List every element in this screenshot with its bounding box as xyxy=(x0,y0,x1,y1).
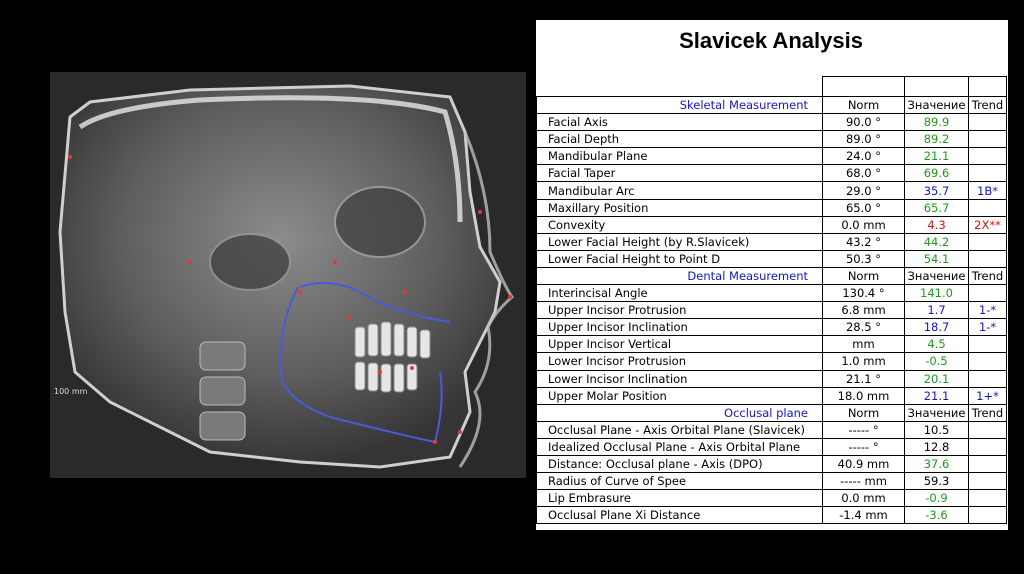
section-title: Occlusal plane xyxy=(537,404,823,421)
measurement-row xyxy=(537,455,1007,472)
trend-value: 1-* xyxy=(969,319,1007,336)
measurement-name: Maxillary Position xyxy=(537,199,823,216)
measured-value: 21.1 xyxy=(905,387,969,404)
trend-value xyxy=(969,165,1007,182)
norm-value: 0.0 mm xyxy=(823,216,905,233)
norm-value: 28.5 ° xyxy=(823,319,905,336)
measurement-name: Distance: Occlusal plane - Axis (DPO) xyxy=(537,455,823,472)
slavicek-analysis-report xyxy=(536,20,1008,530)
measurement-row xyxy=(537,319,1007,336)
measurement-row xyxy=(537,438,1007,455)
norm-value: mm xyxy=(823,336,905,353)
measurement-name: Interincisal Angle xyxy=(537,285,823,302)
scale-label: 100 mm xyxy=(54,387,88,396)
measurement-name: Facial Taper xyxy=(537,165,823,182)
norm-header: Norm xyxy=(823,404,905,421)
measurement-name: Lower Incisor Inclination xyxy=(537,370,823,387)
measurement-row xyxy=(537,473,1007,490)
measured-value: 54.1 xyxy=(905,250,969,267)
measurement-row xyxy=(537,285,1007,302)
norm-value: 6.8 mm xyxy=(823,302,905,319)
measurement-name: Upper Incisor Protrusion xyxy=(537,302,823,319)
trend-value: 1B* xyxy=(969,182,1007,199)
measurement-name: Lower Facial Height (by R.Slavicek) xyxy=(537,233,823,250)
measurement-name: Occlusal Plane - Axis Orbital Plane (Slavicek) xyxy=(537,421,823,438)
measurement-row xyxy=(537,490,1007,507)
measurement-row xyxy=(537,250,1007,267)
trend-value xyxy=(969,421,1007,438)
measurement-row xyxy=(537,336,1007,353)
norm-value: 65.0 ° xyxy=(823,199,905,216)
section-header-row xyxy=(537,97,1007,114)
trend-value xyxy=(969,114,1007,131)
norm-value: 1.0 mm xyxy=(823,353,905,370)
trend-header: Trend xyxy=(969,404,1007,421)
measured-value: 4.5 xyxy=(905,336,969,353)
measured-value: 69.6 xyxy=(905,165,969,182)
measured-value: -0.9 xyxy=(905,490,969,507)
measured-value: 44.2 xyxy=(905,233,969,250)
measurement-name: Mandibular Arc xyxy=(537,182,823,199)
value-header: Значение xyxy=(905,97,969,114)
measurement-row xyxy=(537,507,1007,524)
norm-value: ----- mm xyxy=(823,473,905,490)
measured-value: 1.7 xyxy=(905,302,969,319)
trend-value xyxy=(969,131,1007,148)
norm-value: ----- ° xyxy=(823,421,905,438)
norm-value: 24.0 ° xyxy=(823,148,905,165)
measured-value: 21.1 xyxy=(905,148,969,165)
measured-value: 65.7 xyxy=(905,199,969,216)
trend-value xyxy=(969,353,1007,370)
measured-value: 20.1 xyxy=(905,370,969,387)
measurement-name: Mandibular Plane xyxy=(537,148,823,165)
measurement-row xyxy=(537,353,1007,370)
norm-value: 43.2 ° xyxy=(823,233,905,250)
measured-value: -3.6 xyxy=(905,507,969,524)
trend-value: 2X** xyxy=(969,216,1007,233)
measurement-row xyxy=(537,370,1007,387)
norm-value: 0.0 mm xyxy=(823,490,905,507)
section-header-row xyxy=(537,267,1007,284)
norm-value: 40.9 mm xyxy=(823,455,905,472)
measurement-name: Occlusal Plane Xi Distance xyxy=(537,507,823,524)
trend-value xyxy=(969,336,1007,353)
trend-header: Trend xyxy=(969,267,1007,284)
measurement-name: Facial Axis xyxy=(537,114,823,131)
measurement-row xyxy=(537,148,1007,165)
norm-value: 130.4 ° xyxy=(823,285,905,302)
measurement-row xyxy=(537,387,1007,404)
trend-value xyxy=(969,250,1007,267)
measured-value: 10.5 xyxy=(905,421,969,438)
norm-value: ----- ° xyxy=(823,438,905,455)
section-title: Dental Measurement xyxy=(537,267,823,284)
measured-value: 12.8 xyxy=(905,438,969,455)
value-header: Значение xyxy=(905,267,969,284)
norm-value: 90.0 ° xyxy=(823,114,905,131)
trend-value xyxy=(969,285,1007,302)
measured-value: 37.6 xyxy=(905,455,969,472)
header-spacer-row xyxy=(537,77,1007,97)
measurement-name: Radius of Curve of Spee xyxy=(537,473,823,490)
measurement-row xyxy=(537,233,1007,250)
measurement-name: Upper Incisor Inclination xyxy=(537,319,823,336)
measurement-row xyxy=(537,199,1007,216)
trend-value xyxy=(969,455,1007,472)
norm-value: 18.0 mm xyxy=(823,387,905,404)
trend-value xyxy=(969,438,1007,455)
measurement-name: Convexity xyxy=(537,216,823,233)
section-header-row xyxy=(537,404,1007,421)
measurement-row xyxy=(537,216,1007,233)
measurement-name: Lower Facial Height to Point D xyxy=(537,250,823,267)
skull-radiograph xyxy=(50,72,526,478)
measurement-name: Facial Depth xyxy=(537,131,823,148)
norm-value: 68.0 ° xyxy=(823,165,905,182)
measurement-row xyxy=(537,302,1007,319)
measurement-row xyxy=(537,165,1007,182)
trend-value xyxy=(969,233,1007,250)
measurements-table xyxy=(536,76,1007,524)
measurement-row xyxy=(537,421,1007,438)
measurement-name: Lower Incisor Protrusion xyxy=(537,353,823,370)
trend-value xyxy=(969,507,1007,524)
norm-value: 50.3 ° xyxy=(823,250,905,267)
measured-value: -0.5 xyxy=(905,353,969,370)
value-header: Значение xyxy=(905,404,969,421)
trend-value: 1-* xyxy=(969,302,1007,319)
measured-value: 18.7 xyxy=(905,319,969,336)
trend-header: Trend xyxy=(969,97,1007,114)
cephalometric-xray-image xyxy=(50,72,526,478)
norm-value: 89.0 ° xyxy=(823,131,905,148)
norm-header: Norm xyxy=(823,97,905,114)
trend-value xyxy=(969,473,1007,490)
measurement-name: Upper Incisor Vertical xyxy=(537,336,823,353)
measured-value: 89.2 xyxy=(905,131,969,148)
trend-value xyxy=(969,490,1007,507)
measurement-row xyxy=(537,114,1007,131)
report-title: Slavicek Analysis xyxy=(679,28,863,53)
measured-value: 59.3 xyxy=(905,473,969,490)
measurement-row xyxy=(537,131,1007,148)
measurement-name: Upper Molar Position xyxy=(537,387,823,404)
measurement-name: Lip Embrasure xyxy=(537,490,823,507)
trend-value xyxy=(969,148,1007,165)
measured-value: 4.3 xyxy=(905,216,969,233)
measured-value: 35.7 xyxy=(905,182,969,199)
section-title: Skeletal Measurement xyxy=(537,97,823,114)
measured-value: 89.9 xyxy=(905,114,969,131)
norm-value: 21.1 ° xyxy=(823,370,905,387)
trend-value: 1+* xyxy=(969,387,1007,404)
measured-value: 141.0 xyxy=(905,285,969,302)
measurement-row xyxy=(537,182,1007,199)
trend-value xyxy=(969,199,1007,216)
measurement-name: Idealized Occlusal Plane - Axis Orbital Plane xyxy=(537,438,823,455)
norm-value: 29.0 ° xyxy=(823,182,905,199)
norm-value: -1.4 mm xyxy=(823,507,905,524)
trend-value xyxy=(969,370,1007,387)
norm-header: Norm xyxy=(823,267,905,284)
